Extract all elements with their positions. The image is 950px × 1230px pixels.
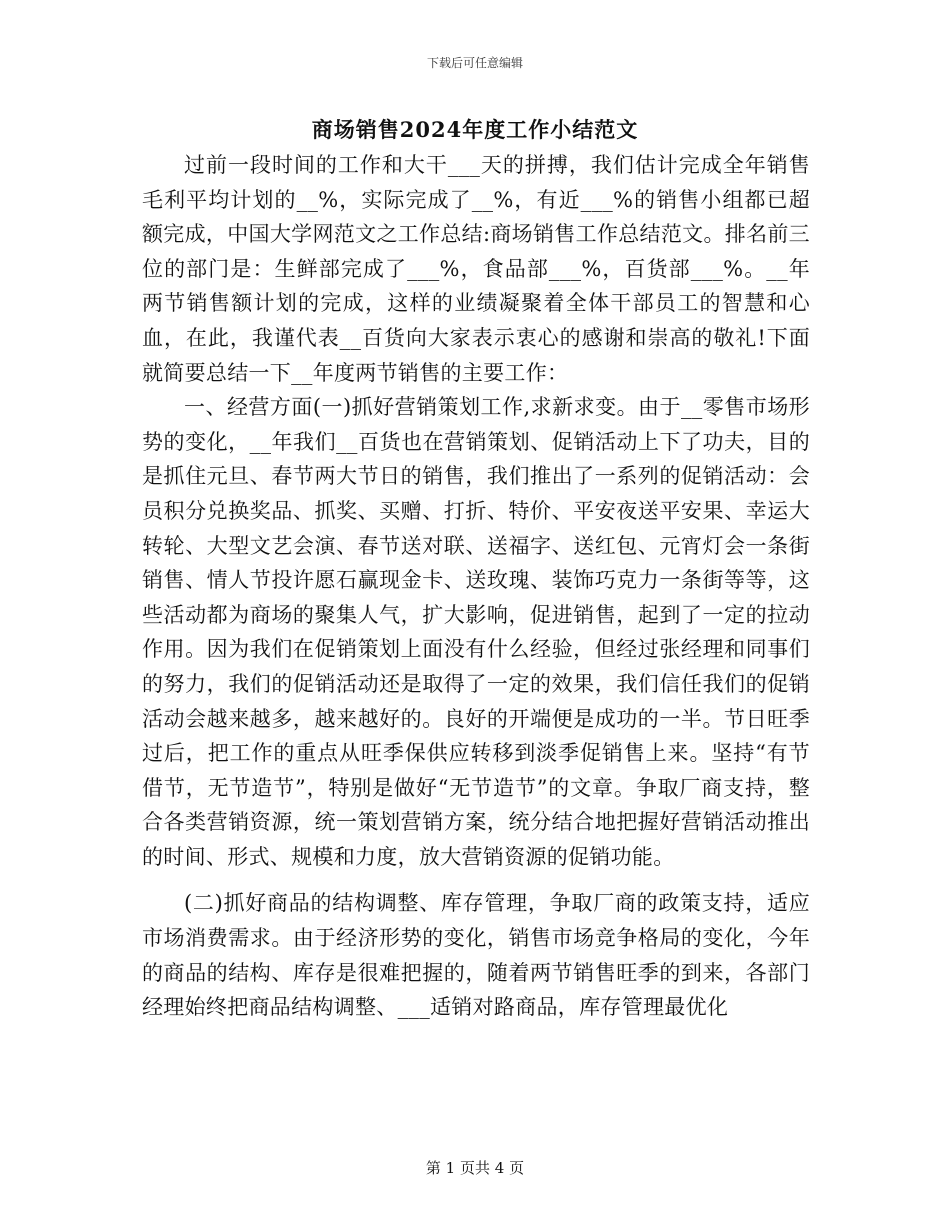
paragraph-operations: 一、经营方面(一)抓好营销策划工作,求新求变。由于__零售市场形势的变化，__年我们__百货也在营销策划、促销活动上下了功夫，目的是抓住元旦、春节两大节日的销售，我们推出了一系列的促销活动：会员积分兑换奖品、抓奖、买赠、打折、特价、平安夜送平安果、幸运大转轮、大型文艺会演、春节送对联、送福字、送红包、元宵灯会一条街销售、情人节投许愿石赢现金卡、送玫瑰、装饰巧克力一条街等等，这些活动都为商场的聚集人气，扩大影响，促进销售，起到了一定的拉动作用。因为我们在促销策划上面没有什么经验，但经过张经理和同事们的努力，我们的促销活动还是取得了一定的效果，我们信任我们的促销活动会越来越多，越来越好的。良好的开端便是成功的一半。节日旺季过后，把工作的重点从旺季保供应转移到淡季促销售上来。坚持“有节借节，无节造节”，特别是做好“无节造节”的文章。争取厂商支持，整合各类营销资源，统一策划营销方案，统分结合地把握好营销活动推出的时间、形式、规模和力度，放大营销资源的促销功能。 xyxy=(142,395,810,869)
paragraph-structure: (二)抓好商品的结构调整、库存管理，争取厂商的政策支持，适应市场消费需求。由于经济形势的变化，销售市场竞争格局的变化，今年的商品的结构、库存是很难把握的，随着两节销售旺季的到来，各部门经理始终把商品结构调整、___适销对路商品，库存管理最优化 xyxy=(142,891,810,1020)
page-footer: 第 1 页共 4 页 xyxy=(425,1159,525,1177)
header-note: 下载后可任意编辑 xyxy=(426,56,523,70)
document-title: 商场销售2024年度工作小结范文 xyxy=(311,117,639,142)
paragraph-intro: 过前一段时间的工作和大干___天的拼搏，我们估计完成全年销售毛利平均计划的__%，实际完成了__%，有近___%的销售小组都已超额完成，中国大学网范文之工作总结:商场销售工作总结范文。排名前三位的部门是：生鲜部完成了___%，食品部___%，百货部___%。__年两节销售额计划的完成，这样的业绩凝聚着全体干部员工的智慧和心血，在此，我谨代表__百货向大家表示衷心的感谢和崇高的敬礼!下面就简要总结一下__年度两节销售的主要工作： xyxy=(142,153,810,385)
document-body xyxy=(142,148,810,1025)
